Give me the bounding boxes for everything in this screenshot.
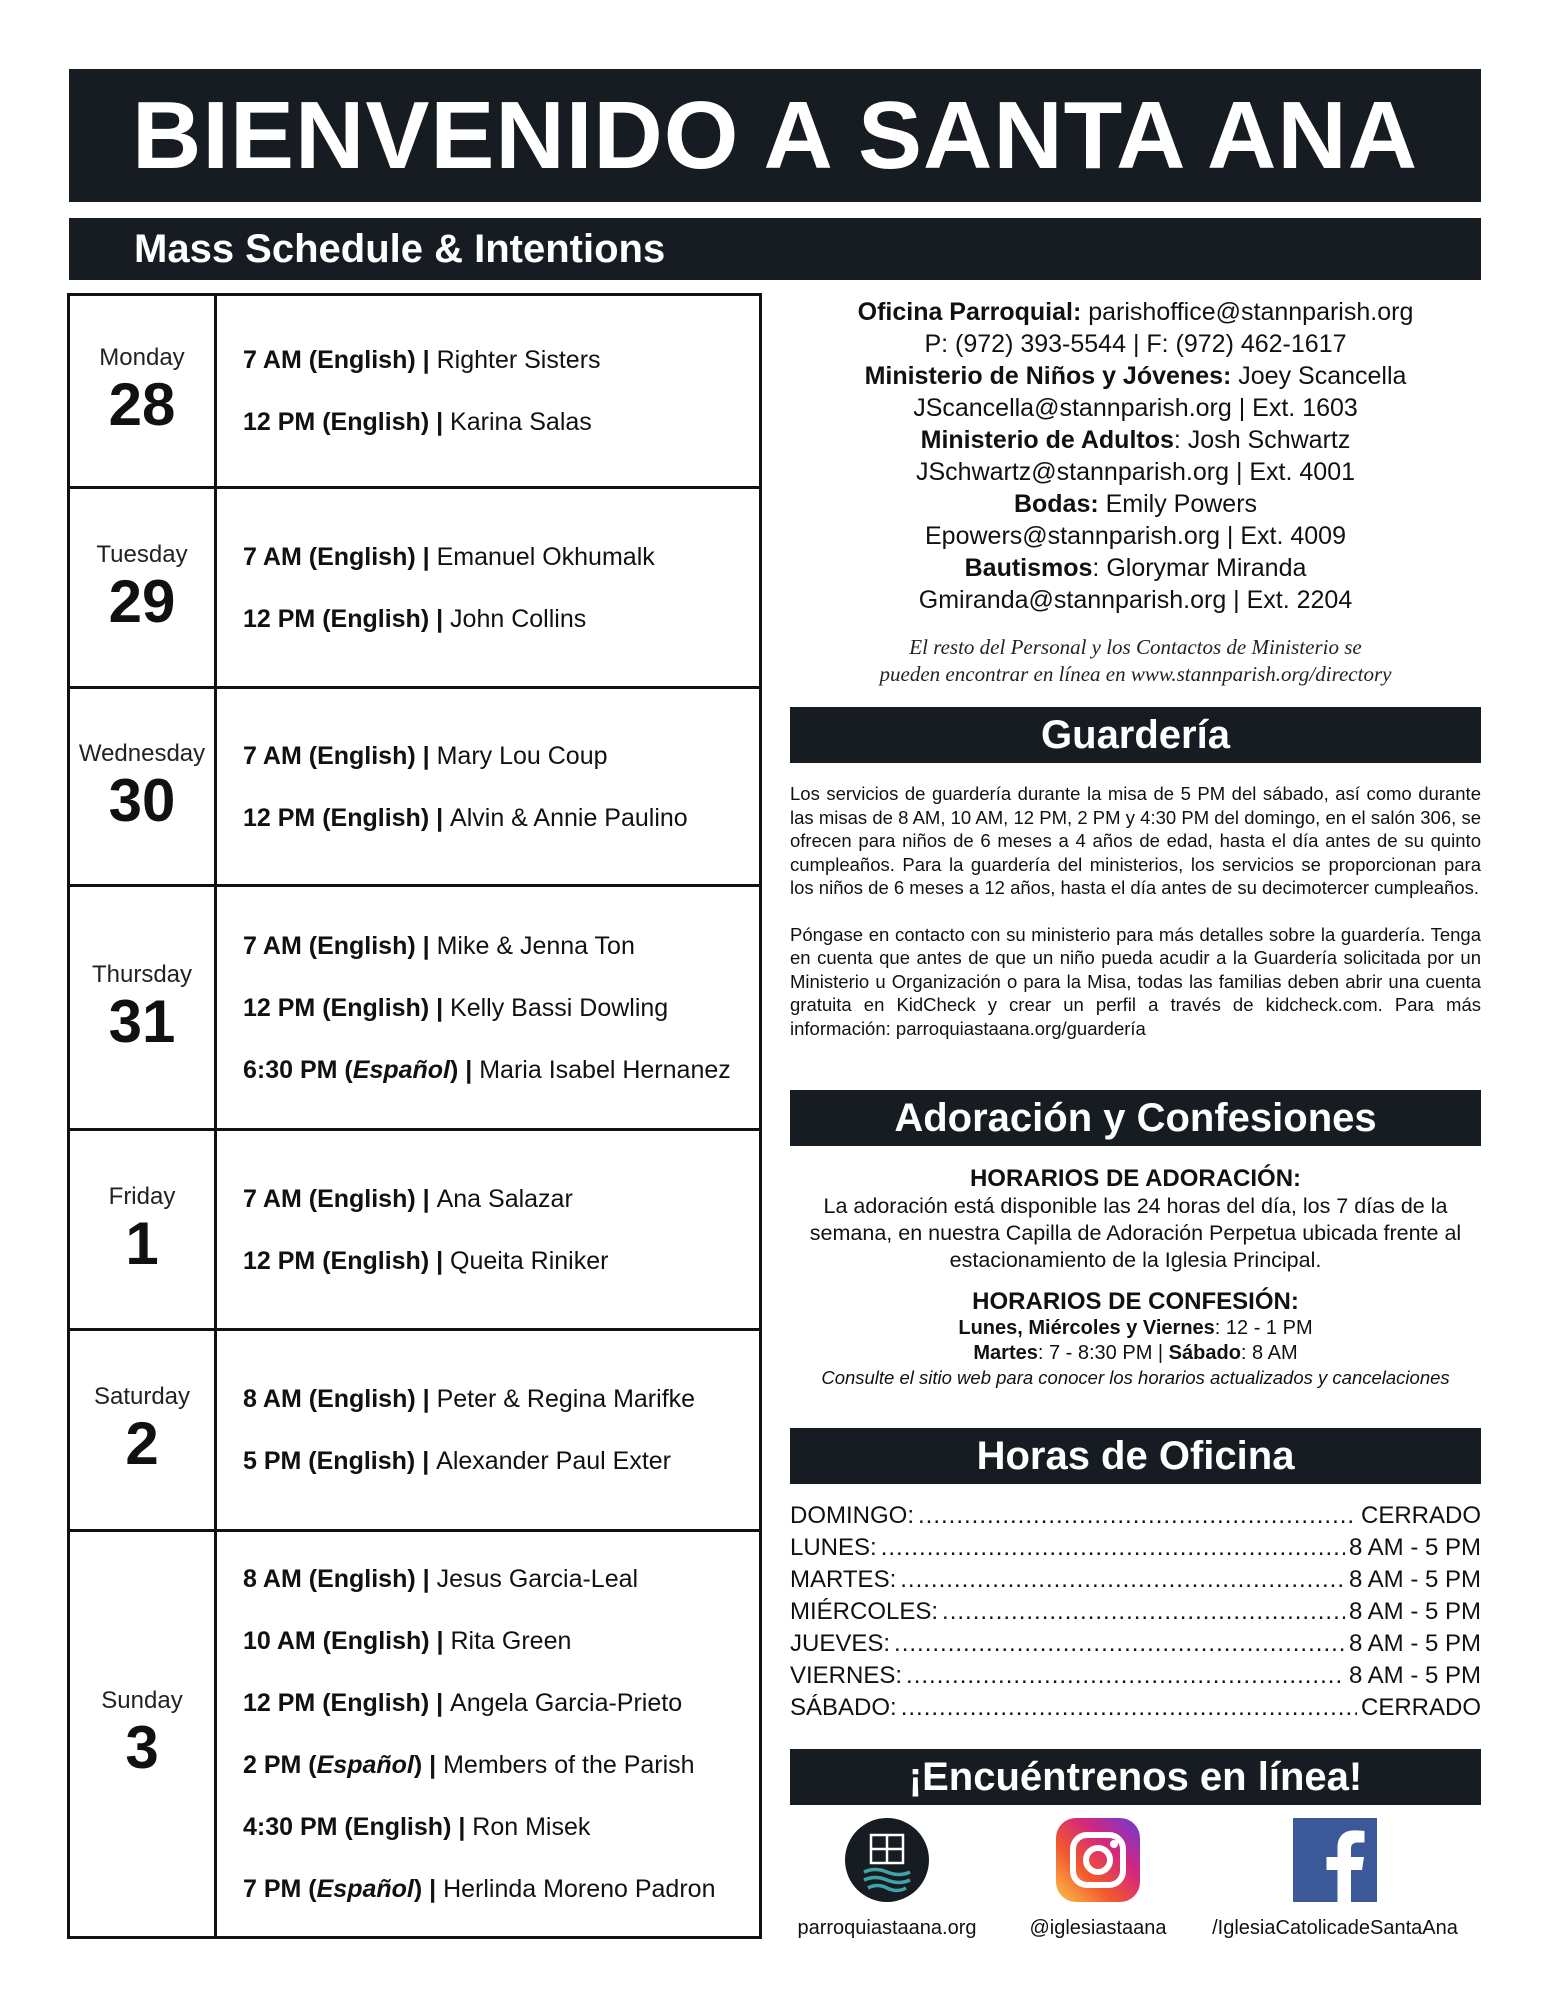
dot-leader	[918, 1500, 1357, 1532]
mass-intention: John Collins	[450, 604, 587, 633]
dot-leader	[942, 1596, 1345, 1628]
mass-language: English	[330, 803, 421, 832]
day-number: 29	[108, 567, 176, 635]
office-hours-day: LUNES:	[790, 1534, 877, 1561]
office-hours-day: JUEVES:	[790, 1630, 891, 1657]
mass-language: Español	[316, 1875, 414, 1903]
mass-intention: Rita Green	[450, 1627, 572, 1655]
mass-time: 12 PM (	[243, 993, 331, 1022]
dot-leader	[906, 1660, 1345, 1692]
mass-entry	[243, 329, 759, 391]
guarderia-text	[790, 782, 1481, 1040]
contact-name: Joey Scancella	[1238, 362, 1407, 390]
confession-time: : 8 AM	[1240, 1342, 1298, 1364]
office-hours-time: 8 AM - 5 PM	[1348, 1598, 1481, 1625]
office-hours-time: 8 AM - 5 PM	[1348, 1566, 1481, 1593]
mass-language: English	[317, 741, 408, 770]
day-name: Sunday	[101, 1687, 183, 1714]
mass-entry	[243, 725, 759, 787]
contact-detail[interactable]: Gmiranda@stannparish.org | Ext. 2204	[918, 586, 1353, 614]
mass-separator: ) |	[443, 1813, 473, 1841]
mass-list	[217, 1331, 759, 1529]
mass-time: 6:30 PM (	[243, 1055, 353, 1084]
day-name: Thursday	[91, 960, 193, 988]
mass-entry	[243, 1610, 759, 1672]
schedule-day-row	[70, 887, 759, 1131]
mass-time: 10 AM (	[243, 1627, 331, 1655]
office-hours-time: CERRADO	[1360, 1502, 1481, 1529]
office-hours-row	[790, 1564, 1481, 1596]
mass-entry	[243, 1858, 759, 1920]
mass-intention: Kelly Bassi Dowling	[450, 993, 669, 1022]
instagram-icon	[1056, 1818, 1140, 1902]
guarderia-paragraph: Los servicios de guardería durante la misa de 5 PM del sábado, así como durante las misas de 8 AM, 10 AM, 12 PM, 2 PM y 4:30 PM del domingo, en el salón 306, se ofrecen para niños de 6 meses a 4 años de edad, hasta el día antes de su quinto cumpleaños. Para la guardería del ministerios, los servicios se proporcionan para los niños de 6 meses a 12 años, hasta el día antes de su decimotercer cumpleaños.	[790, 783, 1481, 898]
mass-language: English	[330, 408, 421, 436]
mass-separator: ) |	[413, 1875, 444, 1903]
adoration-info	[790, 1165, 1481, 1389]
office-hours-day: MARTES:	[790, 1566, 897, 1593]
mass-language: English	[330, 1627, 422, 1655]
mass-intention: Mike & Jenna Ton	[436, 931, 635, 960]
contact-detail[interactable]: Epowers@stannparish.org | Ext. 4009	[925, 522, 1346, 550]
note-line: El resto del Personal y los Contactos de Ministerio se	[909, 635, 1362, 659]
mass-list	[217, 1131, 759, 1328]
mass-separator: ) |	[413, 1751, 444, 1779]
contact-detail[interactable]: JScancella@stannparish.org | Ext. 1603	[913, 394, 1358, 422]
office-hours-row	[790, 1596, 1481, 1628]
office-hours-day: SÁBADO:	[790, 1694, 897, 1721]
mass-language: English	[330, 1246, 421, 1275]
mass-time: 8 AM (	[243, 1565, 318, 1593]
schedule-day-row	[70, 489, 759, 689]
mass-entry	[243, 1168, 759, 1230]
contact-label: Ministerio de Adultos	[920, 426, 1174, 454]
mass-language: English	[352, 1813, 444, 1841]
contact-list: Oficina Parroquial: parishoffice@stannparish.org P: (972) 393-5544 | F: (972) 462-1617 Ministerio de Niños y Jóvenes: Joey Scancella JScancella@stannparish.org | Ext. 1603 Ministerio de Adultos: Josh Schwartz JSchwartz@stannparish.org | Ext. 4001 Bodas: Emily Powers Epowers@stannparish.org | Ext. 4009 Bautismos: Glorymar Miranda Gmiranda@stannparish.org | Ext. 2204	[790, 296, 1481, 616]
day-cell	[70, 1532, 217, 1936]
office-hours-day: VIERNES:	[790, 1662, 903, 1689]
office-hours-row	[790, 1692, 1481, 1724]
mass-time: 7 AM (	[243, 741, 318, 770]
mass-time: 7 AM (	[243, 542, 318, 571]
mass-intention: Angela Garcia-Prieto	[450, 1689, 683, 1717]
mass-intention: Karina Salas	[450, 408, 592, 436]
contact-detail[interactable]: JSchwartz@stannparish.org | Ext. 4001	[915, 458, 1356, 486]
day-number: 30	[108, 766, 176, 834]
office-hours-list	[790, 1500, 1481, 1724]
mass-list	[217, 489, 759, 686]
day-name: Friday	[108, 1182, 176, 1210]
confession-days: Lunes, Miércoles y Viernes	[958, 1317, 1215, 1339]
mass-entry	[243, 1039, 759, 1101]
mass-separator: ) |	[407, 1385, 437, 1413]
day-cell	[70, 1331, 217, 1529]
day-cell	[70, 689, 217, 884]
contact-label: Bautismos	[964, 554, 1093, 582]
office-hours-time: 8 AM - 5 PM	[1348, 1630, 1481, 1657]
confession-days: Sábado	[1168, 1342, 1241, 1364]
mass-time: 12 PM (	[243, 1689, 331, 1717]
mass-intention: Maria Isabel Hernanez	[479, 1055, 731, 1084]
mass-entry	[243, 526, 759, 588]
dot-leader	[901, 1692, 1357, 1724]
mass-time: 5 PM (	[243, 1447, 317, 1475]
contact-name: Emily Powers	[1105, 490, 1258, 518]
schedule-day-row	[70, 296, 759, 489]
mass-language: English	[317, 1565, 408, 1593]
mass-separator: ) |	[407, 542, 437, 571]
day-cell	[70, 489, 217, 686]
confession-heading: HORARIOS DE CONFESIÓN:	[972, 1288, 1299, 1315]
mass-list	[217, 887, 759, 1128]
office-hours-time: CERRADO	[1360, 1694, 1481, 1721]
website-handle[interactable]: parroquiastaana.org	[797, 1917, 977, 1939]
contact-label: Ministerio de Niños y Jóvenes:	[864, 362, 1232, 390]
mass-entry	[243, 391, 759, 453]
contact-label: Oficina Parroquial:	[857, 298, 1082, 326]
mass-entry	[243, 1734, 759, 1796]
day-cell	[70, 296, 217, 486]
mass-separator: ) |	[420, 604, 451, 633]
day-number: 31	[108, 987, 176, 1055]
day-cell	[70, 1131, 217, 1328]
dot-leader	[881, 1532, 1345, 1564]
confession-time: : 12 - 1 PM	[1214, 1317, 1313, 1339]
mass-separator: ) |	[420, 803, 451, 832]
confession-time: : 7 - 8:30 PM |	[1037, 1342, 1169, 1364]
mass-time: 4:30 PM (	[243, 1813, 353, 1841]
mass-entry	[243, 915, 759, 977]
section-title-mass-schedule: Mass Schedule & Intentions	[69, 218, 1481, 280]
section-title-guarderia: Guardería	[790, 707, 1481, 763]
mass-time: 7 PM (	[243, 1875, 317, 1903]
office-hours-day: MIÉRCOLES:	[790, 1598, 939, 1625]
note-line: pueden encontrar en línea en www.stannparish.org/directory	[879, 662, 1392, 686]
mass-separator: ) |	[420, 993, 451, 1022]
mass-entry	[243, 1430, 759, 1492]
mass-language: English	[330, 993, 421, 1022]
mass-language: English	[317, 542, 408, 571]
mass-time: 8 AM (	[243, 1385, 318, 1413]
day-name: Tuesday	[96, 540, 188, 568]
mass-intention: Alexander Paul Exter	[436, 1447, 671, 1475]
mass-list	[217, 296, 759, 486]
day-number: 28	[108, 371, 176, 438]
mass-entry	[243, 1368, 759, 1430]
mass-intention: Ron Misek	[472, 1813, 591, 1841]
section-title-online: ¡Encuéntrenos en línea!	[790, 1749, 1481, 1805]
mass-entry	[243, 588, 759, 650]
day-number: 2	[125, 1410, 159, 1477]
day-name: Monday	[99, 344, 185, 371]
mass-separator: ) |	[407, 346, 437, 374]
adoration-text: La adoración está disponible las 24 horas del día, los 7 días de la semana, en nuestra Capilla de Adoración Perpetua ubicada frente al estacionamiento de la Iglesia Principal.	[809, 1194, 1462, 1272]
mass-language: English	[317, 1184, 408, 1213]
day-number: 1	[125, 1209, 159, 1277]
mass-language: Español	[352, 1055, 451, 1084]
mass-time: 7 AM (	[243, 931, 318, 960]
page-title: BIENVENIDO A SANTA ANA	[69, 69, 1481, 202]
mass-intention: Ana Salazar	[436, 1184, 573, 1213]
mass-intention: Peter & Regina Marifke	[436, 1385, 696, 1413]
day-cell	[70, 887, 217, 1128]
mass-language: English	[317, 931, 408, 960]
mass-time: 7 AM (	[243, 346, 318, 374]
mass-intention: Alvin & Annie Paulino	[450, 803, 688, 832]
mass-language: English	[330, 604, 421, 633]
schedule-day-row	[70, 689, 759, 887]
mass-separator: ) |	[407, 1184, 437, 1213]
mass-time: 12 PM (	[243, 408, 331, 436]
schedule-day-row	[70, 1331, 759, 1532]
day-number: 3	[125, 1714, 159, 1781]
office-hours-row	[790, 1500, 1481, 1532]
contact-label: Bodas:	[1013, 490, 1099, 518]
mass-intention: Mary Lou Coup	[436, 741, 608, 770]
contact-name: Josh Schwartz	[1187, 426, 1351, 454]
mass-intention: Herlinda Moreno Padron	[443, 1875, 716, 1903]
day-name: Saturday	[93, 1383, 191, 1410]
mass-separator: ) |	[421, 1627, 451, 1655]
mass-language: English	[316, 1447, 407, 1475]
mass-entry	[243, 1230, 759, 1292]
dot-leader	[894, 1628, 1345, 1660]
mass-separator: ) |	[450, 1055, 480, 1084]
instagram-handle[interactable]: @iglesiastaana	[1029, 1917, 1167, 1939]
mass-language: English	[317, 1385, 408, 1413]
mass-time: 12 PM (	[243, 803, 331, 832]
facebook-handle[interactable]: /IglesiaCatolicadeSantaAna	[1212, 1917, 1458, 1939]
office-hours-row	[790, 1660, 1481, 1692]
mass-entry	[243, 1548, 759, 1610]
mass-separator: ) |	[407, 1565, 437, 1593]
mass-list	[217, 1532, 759, 1936]
directory-note	[790, 634, 1481, 688]
mass-intention: Righter Sisters	[436, 346, 601, 374]
contact-name: Glorymar Miranda	[1106, 554, 1307, 582]
confession-note: Consulte el sitio web para conocer los horarios actualizados y cancelaciones	[821, 1367, 1450, 1388]
mass-entry	[243, 977, 759, 1039]
dot-leader	[900, 1564, 1345, 1596]
mass-separator: ) |	[420, 408, 451, 436]
facebook-icon	[1293, 1818, 1377, 1902]
mass-language: English	[330, 1689, 421, 1717]
mass-intention: Jesus Garcia-Leal	[436, 1565, 639, 1593]
mass-separator: ) |	[420, 1246, 451, 1275]
mass-intention: Members of the Parish	[443, 1751, 695, 1779]
mass-entry	[243, 1796, 759, 1858]
mass-time: 12 PM (	[243, 1246, 331, 1275]
office-email[interactable]: parishoffice@stannparish.org	[1088, 298, 1414, 326]
mass-time: 7 AM (	[243, 1184, 318, 1213]
section-title-adoracion: Adoración y Confesiones	[790, 1090, 1481, 1146]
mass-intention: Emanuel Okhumalk	[436, 542, 655, 571]
mass-schedule-table	[67, 293, 762, 1939]
adoration-heading: HORARIOS DE ADORACIÓN:	[969, 1165, 1302, 1192]
office-hours-time: 8 AM - 5 PM	[1348, 1534, 1481, 1561]
mass-separator: ) |	[407, 931, 437, 960]
office-hours-time: 8 AM - 5 PM	[1348, 1662, 1481, 1689]
office-hours-row	[790, 1628, 1481, 1660]
office-hours-row	[790, 1532, 1481, 1564]
schedule-day-row	[70, 1532, 759, 1936]
mass-time: 2 PM (	[243, 1751, 317, 1779]
guarderia-paragraph: Póngase en contacto con su ministerio para más detalles sobre la guardería. Tenga en cuenta que antes de que un niño pueda acudir a la Guardería solicitada por un Ministerio u Organización o para la Misa, todas las familias deben abrir una cuenta gratuita en KidCheck y crear un perfil a través de kidcheck.com. Para más información: parroquiastaana.org/guardería	[790, 923, 1481, 1039]
facebook-link[interactable]	[1205, 1815, 1465, 1940]
parish-logo-icon	[844, 1817, 930, 1903]
mass-separator: ) |	[407, 741, 437, 770]
section-title-office-hours: Horas de Oficina	[790, 1428, 1481, 1484]
mass-language: Español	[316, 1751, 414, 1779]
mass-separator: ) |	[420, 1689, 451, 1717]
mass-list	[217, 689, 759, 884]
confession-days: Martes	[973, 1342, 1038, 1364]
day-name: Wednesday	[78, 739, 206, 767]
office-hours-day: DOMINGO:	[790, 1502, 914, 1529]
mass-entry	[243, 787, 759, 849]
mass-entry	[243, 1672, 759, 1734]
phone-line: P: (972) 393-5544 | F: (972) 462-1617	[924, 330, 1347, 358]
mass-separator: ) |	[406, 1447, 437, 1475]
schedule-day-row	[70, 1131, 759, 1331]
instagram-link[interactable]	[968, 1815, 1228, 1940]
mass-language: English	[317, 346, 408, 374]
mass-intention: Queita Riniker	[450, 1246, 609, 1275]
mass-time: 12 PM (	[243, 604, 331, 633]
